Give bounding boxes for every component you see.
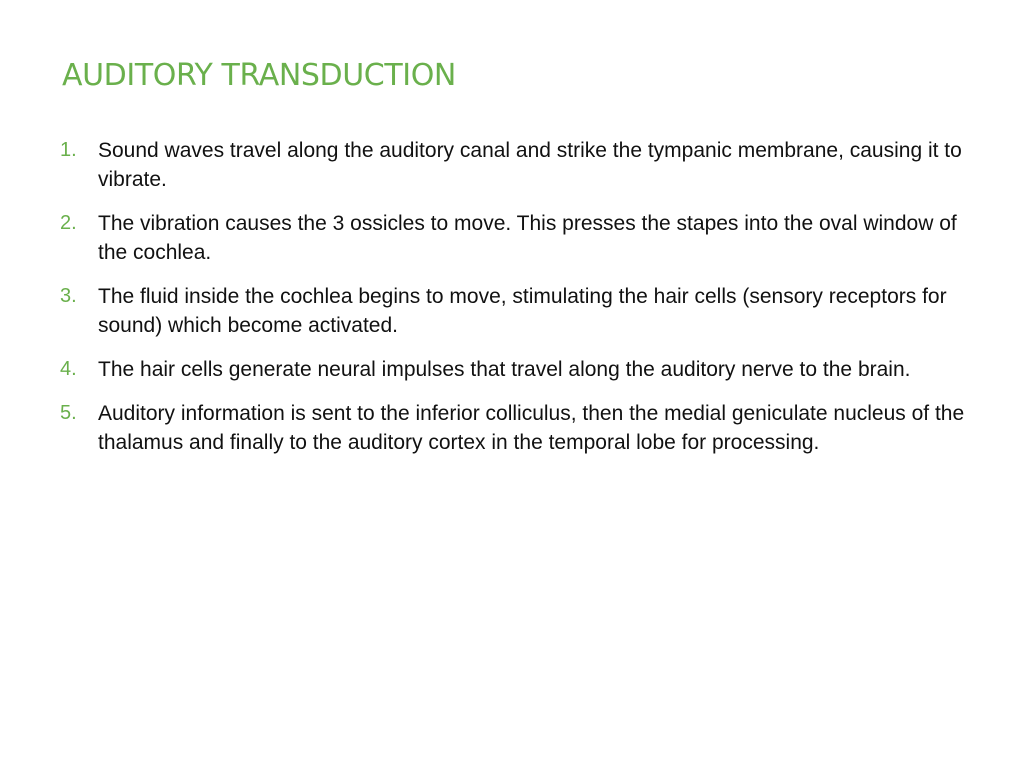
list-item xyxy=(60,355,990,384)
list-item-number: 5. xyxy=(60,402,77,424)
list-item-text: The vibration causes the 3 ossicles to move. This presses the stapes into the oval window of the cochlea. xyxy=(98,212,957,264)
list-item-text: Auditory information is sent to the inferior colliculus, then the medial geniculate nucleus of the thalamus and finally to the auditory cortex in the temporal lobe for processing. xyxy=(98,402,965,454)
list-item-number: 2. xyxy=(60,212,77,234)
list-item-text: Sound waves travel along the auditory canal and strike the tympanic membrane, causing it to vibrate. xyxy=(98,139,962,191)
list-item-number: 3. xyxy=(60,285,77,307)
list-item-number: 4. xyxy=(60,358,77,380)
list-item xyxy=(60,282,990,340)
slide-title: AUDITORY TRANSDUCTION xyxy=(62,58,456,93)
list-item xyxy=(60,399,990,457)
list-item-text: The hair cells generate neural impulses that travel along the auditory nerve to the brain. xyxy=(98,358,911,381)
list-item xyxy=(60,136,990,194)
list-item-text: The fluid inside the cochlea begins to move, stimulating the hair cells (sensory receptors for sound) which become activated. xyxy=(98,285,947,337)
list-item xyxy=(60,209,990,267)
numbered-list xyxy=(60,136,990,472)
list-item-number: 1. xyxy=(60,139,77,161)
